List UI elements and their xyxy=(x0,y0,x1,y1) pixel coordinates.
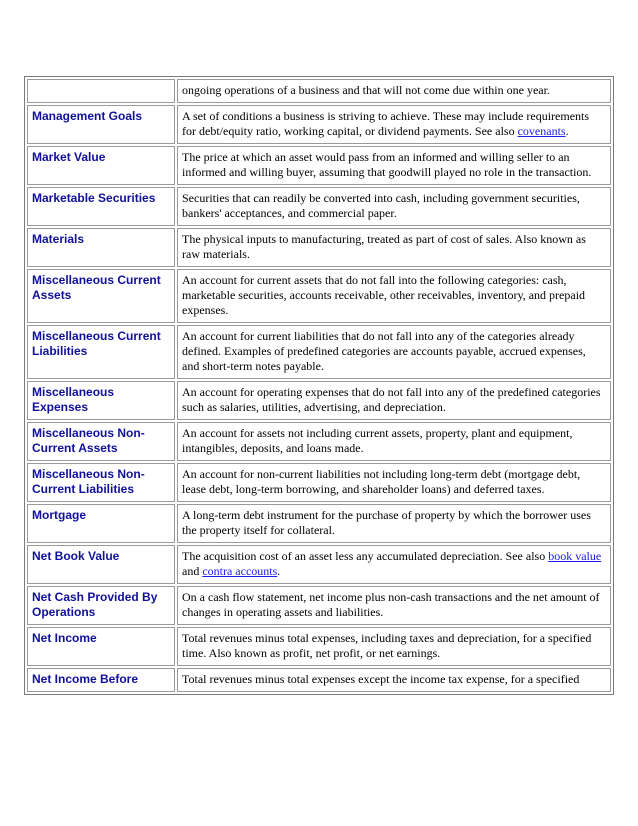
glossary-row xyxy=(27,325,611,379)
glossary-term: Materials xyxy=(27,228,175,267)
glossary-row xyxy=(27,146,611,185)
definition-text: . xyxy=(277,564,281,578)
definition-text: The physical inputs to manufacturing, treated as part of cost of sales. Also known as raw materials. xyxy=(182,232,586,261)
glossary-definition xyxy=(177,586,611,625)
glossary-row xyxy=(27,463,611,502)
glossary-row xyxy=(27,627,611,666)
definition-text: A set of conditions a business is striving to achieve. These may include requirements for debt/equity ratio, working capital, or dividend payments. See also xyxy=(182,109,590,138)
glossary-row xyxy=(27,187,611,226)
definition-text: On a cash flow statement, net income plus non-cash transactions and the net amount of changes in operating assets and liabilities. xyxy=(182,590,600,619)
glossary-definition xyxy=(177,228,611,267)
definition-text: An account for non-current liabilities not including long-term debt (mortgage debt, lease debt, long-term borrowing, and shareholder loans) and deferred taxes. xyxy=(182,467,581,496)
glossary-definition xyxy=(177,325,611,379)
definition-text: An account for current assets that do not fall into the following categories: cash, marketable securities, accounts receivable, other receivables, inventory, and prepaid expenses. xyxy=(182,273,586,317)
glossary-term: Mortgage xyxy=(27,504,175,543)
glossary-row xyxy=(27,504,611,543)
definition-text: . xyxy=(565,124,569,138)
glossary-term: Net Income xyxy=(27,627,175,666)
glossary-term: Miscellaneous Current Assets xyxy=(27,269,175,323)
cross-reference-link[interactable]: covenants xyxy=(517,124,566,138)
glossary-term: Market Value xyxy=(27,146,175,185)
definition-text: and xyxy=(182,564,203,578)
glossary-term xyxy=(27,79,175,103)
glossary-row xyxy=(27,381,611,420)
definition-text: An account for assets not including current assets, property, plant and equipment, intangibles, deposits, and loans made. xyxy=(182,426,573,455)
glossary-row xyxy=(27,228,611,267)
cross-reference-link[interactable]: book value xyxy=(548,549,602,563)
glossary-body xyxy=(27,79,611,692)
glossary-definition xyxy=(177,463,611,502)
cross-reference-link[interactable]: contra accounts xyxy=(202,564,278,578)
glossary-row xyxy=(27,79,611,103)
glossary-term: Marketable Securities xyxy=(27,187,175,226)
glossary-row xyxy=(27,269,611,323)
definition-text: Total revenues minus total expenses, including taxes and depreciation, for a specified time. Also known as profit, net profit, or net earnings. xyxy=(182,631,592,660)
glossary-table xyxy=(24,76,614,695)
glossary-row xyxy=(27,422,611,461)
definition-text: An account for current liabilities that do not fall into any of the categories already defined. Examples of predefined categories are accounts payable, accrued expenses, and short-term notes payable. xyxy=(182,329,586,373)
glossary-row xyxy=(27,586,611,625)
definition-text: Securities that can readily be converted into cash, including government securities, bankers' acceptances, and commercial paper. xyxy=(182,191,580,220)
glossary-definition xyxy=(177,668,611,692)
glossary-term: Miscellaneous Non-Current Liabilities xyxy=(27,463,175,502)
glossary-row xyxy=(27,668,611,692)
glossary-definition xyxy=(177,422,611,461)
glossary-term: Management Goals xyxy=(27,105,175,144)
glossary-definition xyxy=(177,79,611,103)
glossary-definition xyxy=(177,269,611,323)
glossary-row xyxy=(27,545,611,584)
definition-text: Total revenues minus total expenses except the income tax expense, for a specified xyxy=(182,672,580,686)
definition-text: A long-term debt instrument for the purchase of property by which the borrower uses the property itself for collateral. xyxy=(182,508,591,537)
glossary-term: Miscellaneous Expenses xyxy=(27,381,175,420)
glossary-definition xyxy=(177,545,611,584)
definition-text: An account for operating expenses that do not fall into any of the predefined categories such as salaries, utilities, advertising, and depreciation. xyxy=(182,385,601,414)
glossary-definition xyxy=(177,627,611,666)
glossary-definition xyxy=(177,187,611,226)
glossary-definition xyxy=(177,381,611,420)
definition-text: ongoing operations of a business and that will not come due within one year. xyxy=(182,83,550,97)
glossary-definition xyxy=(177,504,611,543)
glossary-term: Net Income Before xyxy=(27,668,175,692)
definition-text: The acquisition cost of an asset less any accumulated depreciation. See also xyxy=(182,549,549,563)
glossary-definition xyxy=(177,146,611,185)
glossary-term: Net Cash Provided By Operations xyxy=(27,586,175,625)
glossary-term: Miscellaneous Current Liabilities xyxy=(27,325,175,379)
definition-text: The price at which an asset would pass from an informed and willing seller to an informed and willing buyer, assuming that goodwill played no role in the transaction. xyxy=(182,150,592,179)
glossary-row xyxy=(27,105,611,144)
glossary-term: Miscellaneous Non-Current Assets xyxy=(27,422,175,461)
glossary-definition xyxy=(177,105,611,144)
glossary-term: Net Book Value xyxy=(27,545,175,584)
